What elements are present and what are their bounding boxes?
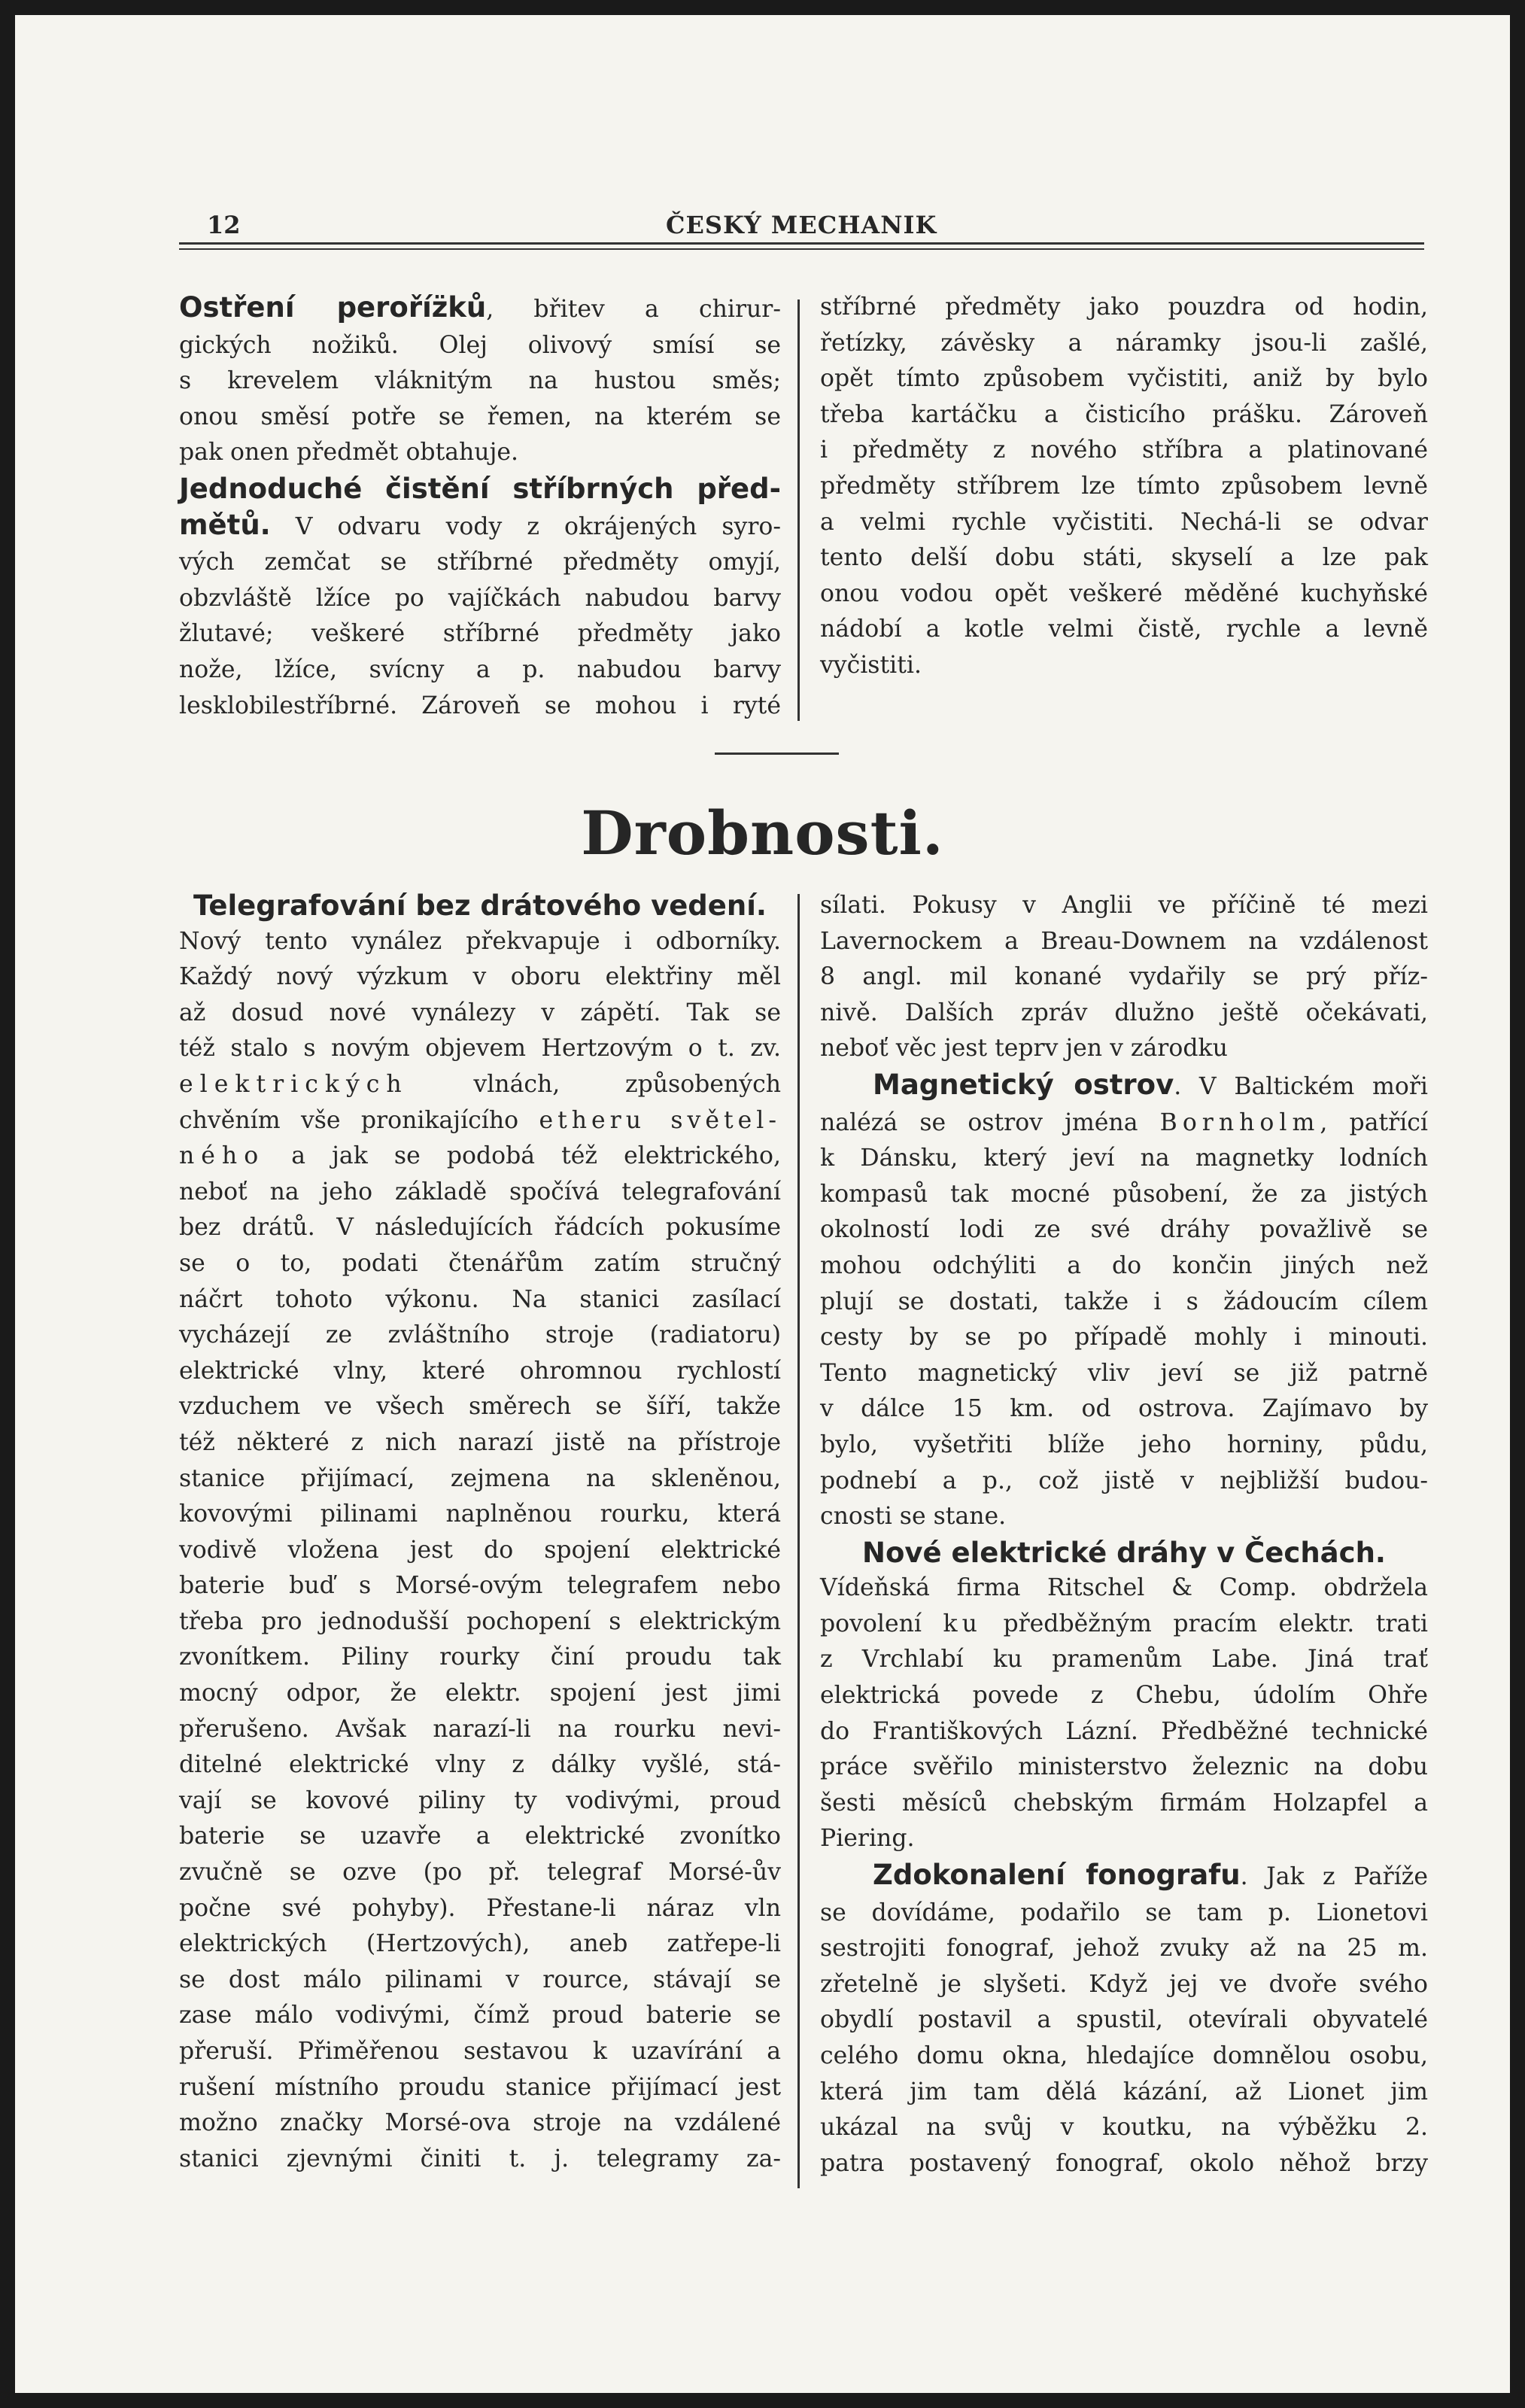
- text-line: též některé z nich narazí jistě na přístroje: [179, 1428, 781, 1456]
- text-line: stanici zjevnými činiti t. j. telegramy za-: [179, 2145, 781, 2172]
- text-line: vyčistiti.: [820, 651, 922, 679]
- text-line: zvonítkem. Piliny rourky činí proudu tak: [179, 1643, 781, 1671]
- text-line: elektrických (Hertzových), aneb zatřepe-li: [179, 1930, 781, 1958]
- text-line: a jak se podobá též elektrického,: [265, 1142, 781, 1170]
- text-line: pak onen předmět obtahuje.: [179, 439, 519, 467]
- spaced-text: ného: [179, 1142, 266, 1170]
- spaced-text: elektrických: [179, 1070, 409, 1098]
- section-separator: [715, 752, 839, 755]
- text-line: Vídeňská firma Ritschel & Comp. obdržela: [820, 1574, 1428, 1602]
- text-line: obydlí postavil a spustil, otevírali obyvatelé: [820, 2006, 1428, 2034]
- text-line: sílati. Pokusy v Anglii ve příčině té mezi: [820, 892, 1428, 919]
- text-line: nože, lžíce, svícny a p. nabudou barvy: [179, 655, 781, 683]
- text-line: zvučně se ozve (po př. telegraf Morsé-ův: [179, 1859, 781, 1887]
- text-line: šesti měsíců chebským firmám Holzapfel a: [820, 1789, 1428, 1817]
- text-line: práce svěřilo ministerstvo železnic na dobu: [820, 1753, 1428, 1781]
- text-line: . V Baltickém moři: [1174, 1072, 1429, 1100]
- text-line: kovovými pilinami naplněnou rourku, která: [179, 1500, 781, 1528]
- text-line: gických nožiků. Olej olivový smísí se: [179, 331, 781, 359]
- text-line: náčrt tohoto výkonu. Na stanici zasílací: [179, 1285, 781, 1313]
- text-line: Nový tento vynález překvapuje i odborníky.: [179, 927, 781, 955]
- text-line: se o to, podati čtenářům zatím stručný: [179, 1249, 781, 1277]
- text-line: baterie se uzavře a elektrické zvonítko: [179, 1823, 781, 1850]
- text-line: opět tímto způsobem vyčistiti, aniž by bylo: [820, 365, 1428, 393]
- text-line: okolností lodi ze své dráhy považlivě se: [820, 1216, 1428, 1244]
- text-line: bez drátů. V následujících řádcích pokusíme: [179, 1214, 781, 1242]
- text-line: i předměty z nového stříbra a platinované: [820, 436, 1428, 464]
- column-divider-bottom: [797, 894, 800, 2188]
- text-line: ukázal na svůj v koutku, na výběžku 2.: [820, 2114, 1428, 2142]
- text-line: 8 angl. mil konané vydařily se prý příz-: [820, 963, 1428, 991]
- text-line: vlnách, způsobených: [408, 1070, 781, 1098]
- text-line: která jim tam dělá kázání, až Lionet jim: [820, 2078, 1428, 2105]
- text-line: k Dánsku, který jeví na magnetky lodních: [820, 1145, 1428, 1172]
- text-line: přerušeno. Avšak narazí-li na rourku nevi-: [179, 1715, 781, 1743]
- text-line: kompasů tak mocné působení, že za jistých: [820, 1180, 1428, 1208]
- text-line: předběžným pracím elektr. trati: [981, 1610, 1428, 1637]
- top-left-column: [179, 290, 781, 724]
- text-line: vycházejí ze zvláštního stroje (radiatoru): [179, 1321, 781, 1349]
- text-line: do Františkových Lázní. Předběžné technické: [820, 1717, 1428, 1745]
- text-line: vých zemčat se stříbrné předměty omyjí,: [179, 549, 781, 576]
- text-line: bylo, vyšetřiti blíže jeho horniny, půdu,: [820, 1431, 1428, 1458]
- text-line: řetízky, závěsky a náramky jsou-li zašlé,: [820, 329, 1428, 357]
- text-line: plují se dostati, takže i s žádoucím cílem: [820, 1288, 1428, 1315]
- text-line: nivě. Dalších zpráv dlužno ještě očekávati,: [820, 999, 1428, 1026]
- text-line: s krevelem vláknitým na hustou směs;: [179, 367, 781, 395]
- text-line: třeba pro jednodušší pochopení s elektrickým: [179, 1607, 781, 1635]
- text-line: žlutavé; veškeré stříbrné předměty jako: [179, 620, 781, 648]
- text-line: , břitev a chirur-: [486, 296, 781, 323]
- text-line: elektrická povede z Chebu, údolím Ohře: [820, 1682, 1428, 1710]
- text-line: též stalo s novým objevem Hertzovým o t. zv.: [179, 1035, 781, 1063]
- text-line: předměty stříbrem lze tímto způsobem levně: [820, 472, 1428, 500]
- text-line: V odvaru vody z okrájených syro-: [270, 512, 781, 540]
- bottom-right-column: [820, 888, 1428, 2181]
- text-line: baterie buď s Morsé-ovým telegrafem nebo: [179, 1572, 781, 1600]
- text-line: zřetelně je slyšeti. Když jej ve dvoře svého: [820, 1970, 1428, 1998]
- spaced-text: etheru světel-: [539, 1106, 781, 1134]
- heading-ostreni: Ostření peroříz̈ků: [179, 291, 487, 324]
- heading-fonograf: Zdokonalení fonografu: [873, 1859, 1241, 1892]
- text-line: možno značky Morsé-ova stroje na vzdálené: [179, 2109, 781, 2137]
- text-line: nádobí a kotle velmi čistě, rychle a levně: [820, 616, 1428, 643]
- header-rule-bottom: [179, 248, 1424, 250]
- spaced-text: ku: [943, 1610, 982, 1637]
- bottom-left-column: [179, 888, 781, 2177]
- heading-cisteni: Jednoduché čistění stříbrných před-: [179, 472, 781, 505]
- text-line: . Jak z Paříže: [1240, 1863, 1428, 1891]
- text-line: počne své pohyby). Přestane-li náraz vln: [179, 1894, 781, 1922]
- text-line: tento delší dobu státi, skyselí a lze pak: [820, 544, 1428, 572]
- text-line: cnosti se stane.: [820, 1503, 1007, 1531]
- column-divider-top: [797, 299, 800, 721]
- heading-magneticky-ostrov: Magnetický ostrov: [873, 1068, 1174, 1101]
- text-line: chvěním vše pronikajícího: [179, 1106, 539, 1134]
- text-line: neboť na jeho základě spočívá telegrafování: [179, 1178, 781, 1206]
- text-line: onou vodou opět veškeré měděné kuchyňské: [820, 579, 1428, 607]
- text-line: patra postavený fonograf, okolo něhož brzy: [820, 2149, 1428, 2177]
- text-line: elektrické vlny, které ohromnou rychlostí: [179, 1357, 781, 1385]
- text-line: obzvláště lžíce po vajíčkách nabudou barvy: [179, 584, 781, 612]
- spaced-text: Bornholm: [1159, 1108, 1320, 1136]
- text-line: onou směsí potře se řemen, na kterém se: [179, 403, 781, 430]
- text-line: v dálce 15 km. od ostrova. Zajímavo by: [820, 1395, 1428, 1423]
- text-line: Každý nový výzkum v oboru elektřiny měl: [179, 963, 781, 991]
- text-line: celého domu okna, hledajíce domnělou osobu,: [820, 2042, 1428, 2069]
- text-line: rušení místního proudu stanice přijímací jest: [179, 2073, 781, 2101]
- text-line: až dosud nové vynálezy v zápětí. Tak se: [179, 999, 781, 1026]
- text-line: se dost málo pilinami v rource, stávají se: [179, 1966, 781, 1993]
- text-line: sestrojiti fonograf, jehož zvuky až na 25 m.: [820, 1935, 1428, 1963]
- text-line: z Vrchlabí ku pramenům Labe. Jiná trať: [820, 1646, 1428, 1674]
- header-rule-top: [179, 242, 1424, 245]
- text-line: podnebí a p., což jistě v nejbližší budou-: [820, 1467, 1428, 1494]
- text-line: mohou odchýliti a do končin jiných než: [820, 1251, 1428, 1279]
- text-line: neboť věc jest teprv jen v zárodku: [820, 1035, 1228, 1063]
- text-line: Lavernockem a Breau-Downem na vzdálenost: [820, 927, 1428, 955]
- text-line: povolení: [820, 1610, 943, 1637]
- text-line: přeruší. Přiměřenou sestavou k uzavírání a: [179, 2038, 781, 2065]
- text-line: se dovídáme, podařilo se tam p. Lionetovi: [820, 1899, 1428, 1926]
- heading-telegrafovani: Telegrafování bez drátového vedení.: [193, 889, 767, 922]
- text-line: mocný odpor, že elektr. spojení jest jimi: [179, 1680, 781, 1707]
- heading-nove-drahy: Nové elektrické dráhy v Čechách.: [862, 1536, 1386, 1569]
- text-line: vodivě vložena jest do spojení elektrické: [179, 1536, 781, 1564]
- text-line: Piering.: [820, 1825, 915, 1853]
- text-line: cesty by se po případě mohly i minouti.: [820, 1324, 1428, 1351]
- text-line: vají se kovové piliny ty vodivými, proud: [179, 1786, 781, 1814]
- text-line: a velmi rychle vyčistiti. Nechá-li se odvar: [820, 508, 1428, 536]
- journal-page: [15, 15, 1510, 2393]
- text-line: , patřící: [1320, 1108, 1428, 1136]
- text-line: zase málo vodivými, čímž proud baterie se: [179, 2002, 781, 2029]
- text-line: lesklobilestříbrné. Zároveň se mohou i ryté: [179, 692, 781, 719]
- journal-title: ČESKÝ MECHANIK: [666, 211, 937, 239]
- text-line: stanice přijímací, zejmena na skleněnou,: [179, 1464, 781, 1492]
- text-line: třeba kartáčku a čisticího prášku. Zároveň: [820, 400, 1428, 428]
- text-line: Tento magnetický vliv jeví se již patrně: [820, 1359, 1428, 1387]
- text-line: nalézá se ostrov jména: [820, 1108, 1160, 1136]
- page-number: 12: [207, 211, 241, 239]
- text-line: stříbrné předměty jako pouzdra od hodin,: [820, 293, 1428, 321]
- heading-cisteni-cont: mětů.: [179, 508, 271, 541]
- top-right-column: [820, 290, 1428, 684]
- text-line: ditelné elektrické vlny z dálky vyšlé, stá-: [179, 1751, 781, 1779]
- text-line: vzduchem ve všech směrech se šíří, takže: [179, 1393, 781, 1421]
- section-title: Drobnosti.: [581, 798, 944, 868]
